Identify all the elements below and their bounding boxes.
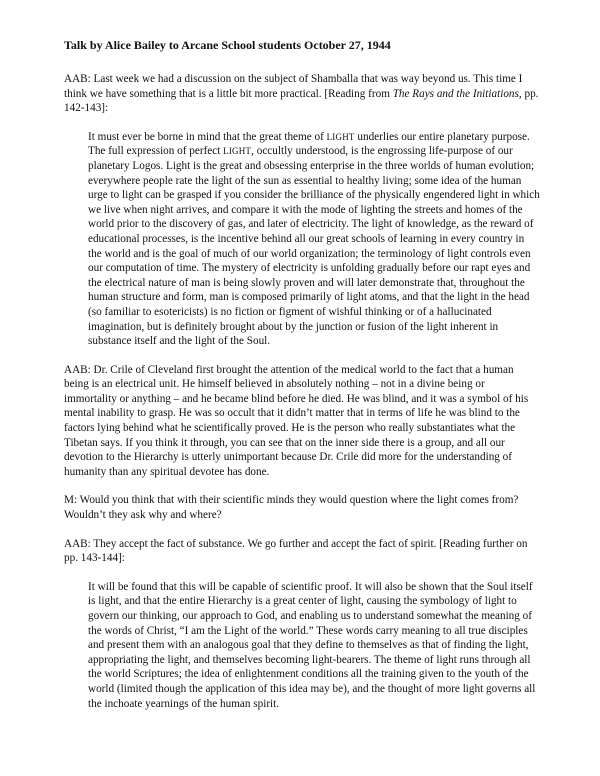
paragraph-text: AAB: Last week we had a discussion on the subject of Shamballa that was way beyond us. This time I think we have something that is a little bit more practical. [Reading from xyxy=(64,73,523,100)
paragraph-m-question: M: Would you think that with their scientific minds they would question where the light comes from? Wouldn’t they ask why and where? xyxy=(64,494,519,522)
small-caps-word: LIGHT xyxy=(326,131,355,142)
quote-light-theme xyxy=(88,130,540,349)
quote-soul-light: It will be found that this will be capable of scientific proof. It will also be shown that the Soul itself is light, and that the entire Hierarchy is a great center of light, causing the symbology of light to govern our thinking, our approach to God, and enabling us to understand somewhat the meaning of the words of Christ, “I am the Light of the world.” These words carry meaning to all true disciples and present them with an analogous goal that they define to themselves as that of finding the light, appropriating the light, and themselves becoming light-bearers. The theme of light runs through all the world Scriptures; the idea of enlightenment conditions all the training given to the youth of the world (limited though the application of this idea may be), and the thought of more light governs all the inchoate yearnings of the human spirit. xyxy=(88,580,536,710)
quote-text: , occultly understood, is the engrossing life-purpose of our planetary Logos. Light is the great and obsessing enterprise in the three worlds of human evolution; everywhere people rate the light of the sun as essential to healthy living; some idea of the human urge to light can be grasped if you consider the brilliance of the physically engendered light in which we live when night arrives, and compare it with the mode of lighting the streets and homes of the world prior to the discovery of gas, and later of electricity. The light of knowledge, as the reward of educational processes, is the incentive behind all our great schools of learning in every country in the world and is the goal of much of our world organization; the terminology of light controls even our computation of time. The mystery of electricity is unfolding gradually before our rapt eyes and the electrical nature of man is being slowly proven and will later demonstrate that, throughout the human structure and form, man is composed primarily of light atoms, and that the light in the head (so familiar to esotericists) is no fiction or figment of wishful thinking or of a hallucinated imagination, but is definitely brought about by the junction or fusion of the light inherent in substance itself and the light of the Soul. xyxy=(88,145,540,348)
paragraph-text: , pp. 142-143]: xyxy=(64,87,539,115)
paragraph-aab-intro xyxy=(64,72,540,116)
quote-text: It must ever be borne in mind that the great theme of xyxy=(88,130,327,143)
book-title: The Rays and the Initiations xyxy=(392,87,519,100)
document-title: Talk by Alice Bailey to Arcane School students October 27, 1944 xyxy=(64,38,391,52)
paragraph-aab-crile: AAB: Dr. Crile of Cleveland first brought the attention of the medical world to the fact that a human being is an electrical unit. He himself believed in absolutely nothing – not in a divine being or immortality or anything – and he became blind before he died. He was blind, and it was a symbol of his mental inability to grasp. He was so occult that it didn’t matter that in terms of life he was blind to the factors lying behind what he scientifically proved. He is the person who really substantiates what the Tibetan says. If you think it through, you can see that on the inner side there is a group, and all our devotion to the Hierarchy is utterly unimportant because Dr. Crile did more for the understanding of humanity than any spiritual devotee has done. xyxy=(64,363,529,478)
small-caps-word: LIGHT xyxy=(223,146,252,157)
paragraph-aab-substance: AAB: They accept the fact of substance. We go further and accept the fact of spirit. [Reading further on pp. 143-144]: xyxy=(64,537,528,565)
quote-text: underlies our entire planetary purpose. The full expression of perfect xyxy=(88,130,530,158)
